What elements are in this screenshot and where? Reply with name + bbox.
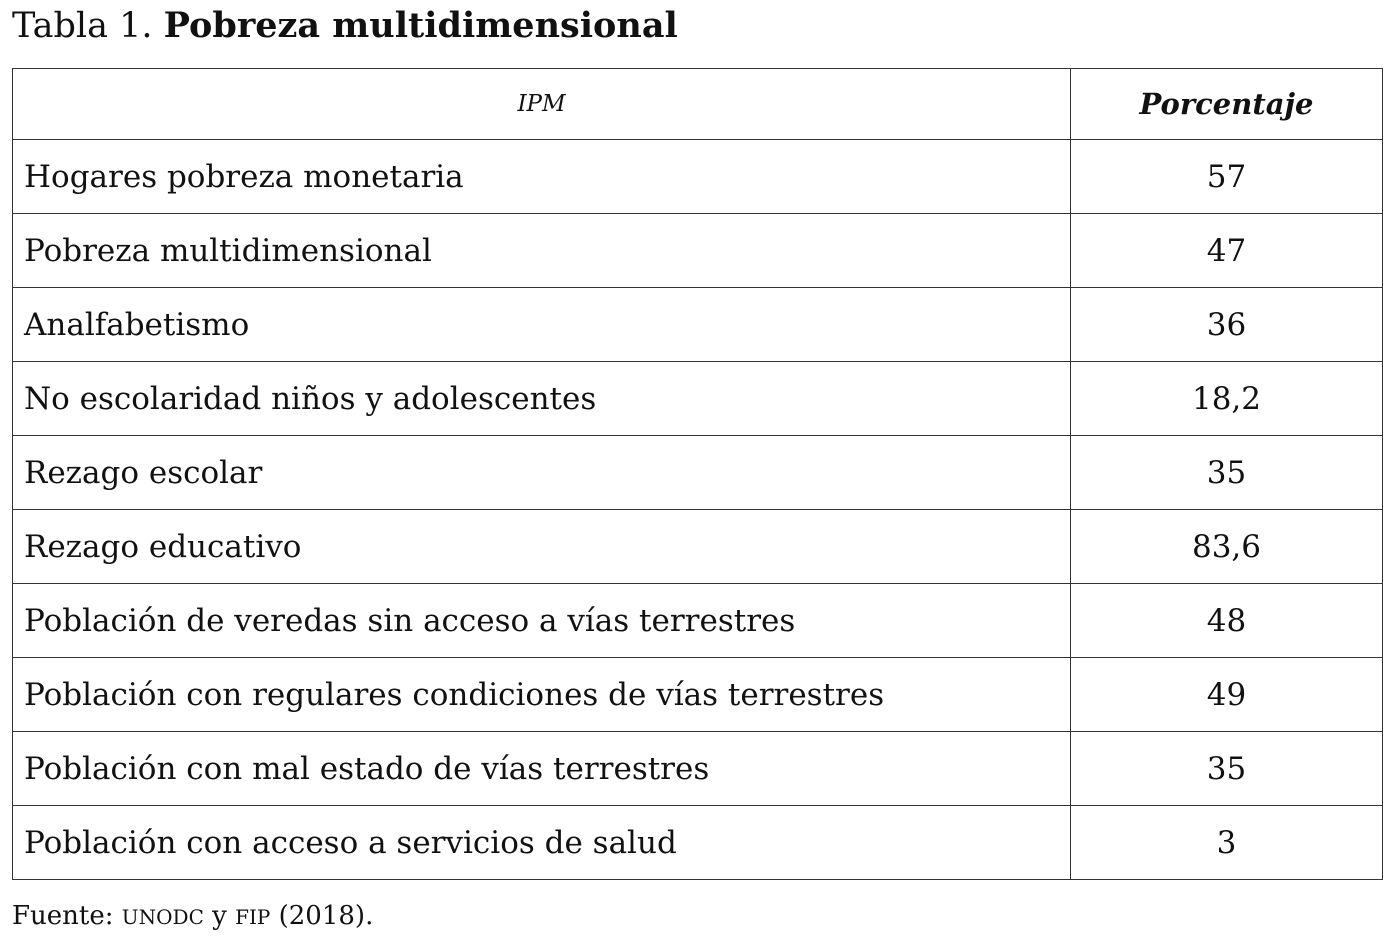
row-label: Población con mal estado de vías terrestres <box>13 732 1071 806</box>
source-org-unodc: UNODC <box>121 905 204 929</box>
row-label: Rezago escolar <box>13 436 1071 510</box>
caption-title: Pobreza multidimensional <box>163 5 678 46</box>
source-prefix: Fuente: <box>12 901 114 931</box>
row-value: 18,2 <box>1071 362 1383 436</box>
source-org-fip: FIP <box>235 905 271 929</box>
row-value: 49 <box>1071 658 1383 732</box>
header-ipm: IPM <box>13 69 1071 140</box>
row-value: 47 <box>1071 214 1383 288</box>
row-label: No escolaridad niños y adolescentes <box>13 362 1071 436</box>
table-row <box>13 436 1383 510</box>
table-row <box>13 510 1383 584</box>
table-row <box>13 362 1383 436</box>
row-label: Analfabetismo <box>13 288 1071 362</box>
row-label: Población de veredas sin acceso a vías terrestres <box>13 584 1071 658</box>
caption-prefix: Tabla 1. <box>12 6 153 46</box>
table-row <box>13 214 1383 288</box>
table-row <box>13 658 1383 732</box>
row-label: Población con acceso a servicios de salud <box>13 806 1071 880</box>
row-value: 35 <box>1071 732 1383 806</box>
table-row <box>13 140 1383 214</box>
row-label: Hogares pobreza monetaria <box>13 140 1071 214</box>
table-row <box>13 806 1383 880</box>
row-value: 83,6 <box>1071 510 1383 584</box>
row-label: Rezago educativo <box>13 510 1071 584</box>
poverty-table <box>12 68 1383 880</box>
row-value: 36 <box>1071 288 1383 362</box>
row-value: 35 <box>1071 436 1383 510</box>
source-conjunction: y <box>212 901 227 931</box>
header-porcentaje: Porcentaje <box>1071 69 1383 140</box>
table-header-row <box>13 69 1383 140</box>
row-label: Pobreza multidimensional <box>13 214 1071 288</box>
source-note <box>12 898 373 935</box>
table-caption <box>12 4 678 48</box>
source-year: (2018). <box>278 901 374 931</box>
row-value: 3 <box>1071 806 1383 880</box>
table-row <box>13 584 1383 658</box>
table-row <box>13 732 1383 806</box>
row-label: Población con regulares condiciones de vías terrestres <box>13 658 1071 732</box>
table-row <box>13 288 1383 362</box>
row-value: 48 <box>1071 584 1383 658</box>
row-value: 57 <box>1071 140 1383 214</box>
